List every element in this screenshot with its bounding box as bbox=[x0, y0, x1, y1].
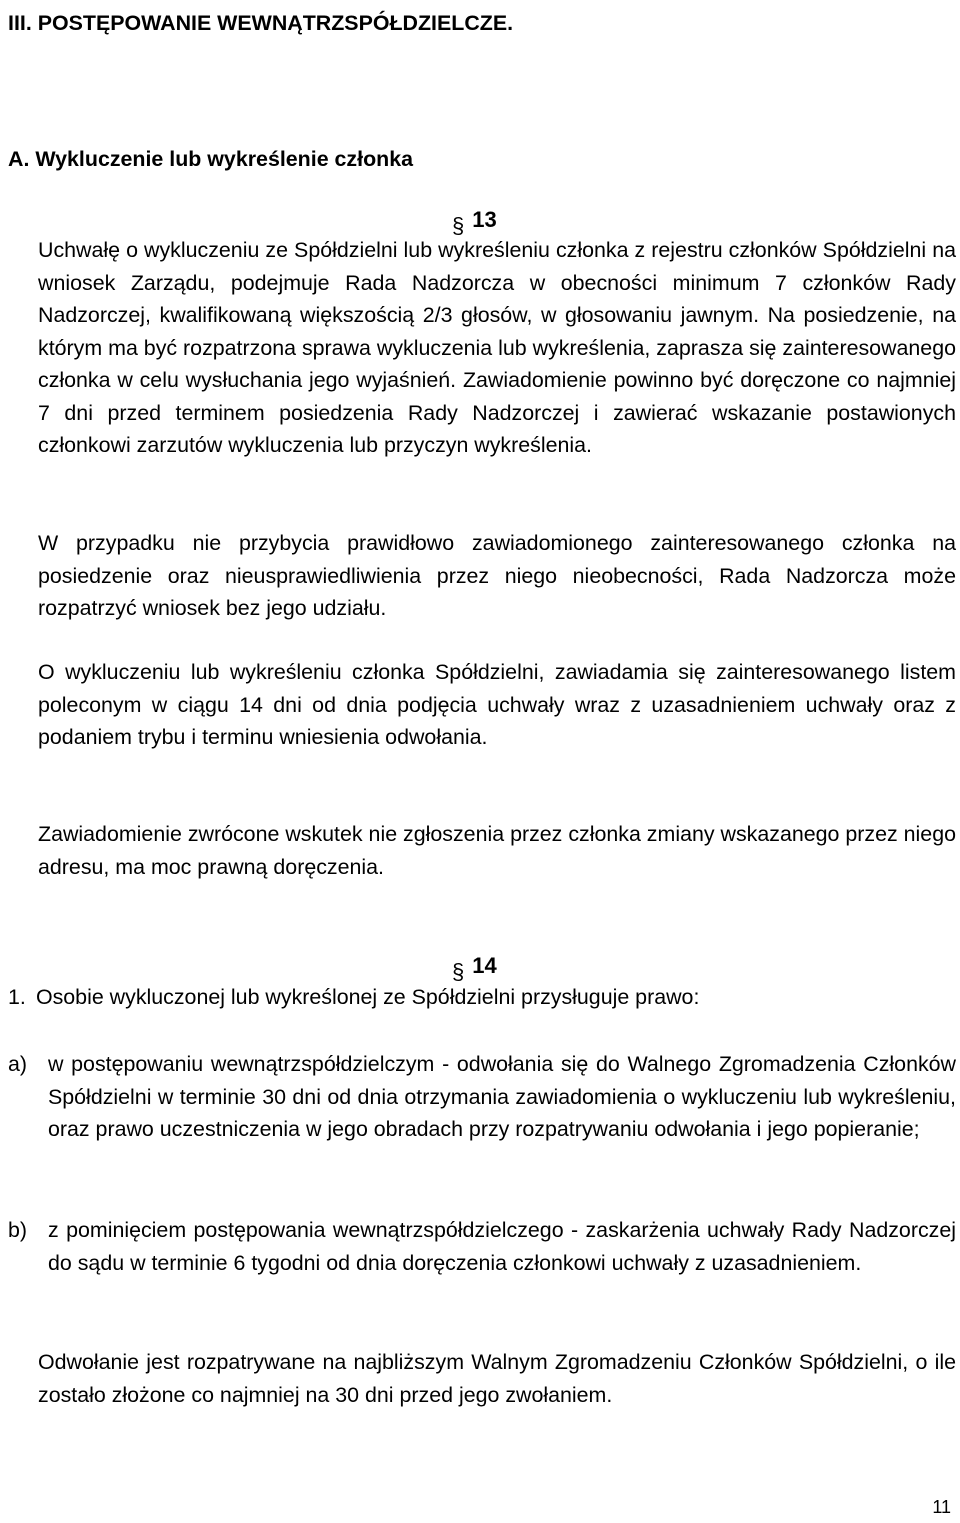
section-heading-14 bbox=[452, 952, 497, 984]
paragraph-number: 1. bbox=[8, 985, 26, 1009]
paragraph-number bbox=[8, 818, 38, 851]
paragraph-14-2 bbox=[8, 1346, 956, 1411]
section-sign-icon: § bbox=[452, 213, 465, 238]
list-item-text: z pominięciem postępowania wewnątrzspółdzielczego - zaskarżenia uchwały Rady Nadzorczej do sądu w terminie 6 tygodni od dnia doręczenia członkowi uchwały z uzasadnieniem. bbox=[48, 1218, 956, 1275]
page-number: 11 bbox=[932, 1497, 951, 1517]
section-number: 14 bbox=[472, 953, 497, 978]
list-item-b bbox=[8, 1214, 956, 1279]
section-sign-icon: § bbox=[452, 959, 465, 984]
paragraph-text: Uchwałę o wykluczeniu ze Spółdzielni lub wykreśleniu członka z rejestru członków Spółdzielni na wniosek Zarządu, podejmuje Rada Nadzorcza w obecności minimum 7 członków Rady Nadzorczej, kwalifikowaną większością 2/3 głosów, w głosowaniu jawnym. Na posiedzenie, na którym ma być rozpatrzona sprawa wykluczenia lub wykreślenia, zaprasza się zainteresowanego członka w celu wysłuchania jego wyjaśnień. Zawiadomienie powinno być doręczone co najmniej 7 dni przed terminem posiedzenia Rady Nadzorczej i zawierać wskazanie postawionych członkowi zarzutów wykluczenia lub przyczyn wykreślenia. bbox=[38, 238, 956, 457]
paragraph-number bbox=[8, 656, 38, 689]
paragraph-13-4 bbox=[8, 818, 956, 883]
paragraph-text: Odwołanie jest rozpatrywane na najbliższym Walnym Zgromadzeniu Członków Spółdzielni, o ile zostało złożone co najmniej na 30 dni przed jego zwołaniem. bbox=[38, 1350, 956, 1407]
paragraph-number bbox=[8, 1346, 38, 1379]
chapter-title: III. POSTĘPOWANIE WEWNĄTRZSPÓŁDZIELCZE. bbox=[8, 11, 514, 35]
section-heading-13 bbox=[452, 206, 497, 238]
paragraph-13-2 bbox=[8, 527, 956, 625]
paragraph-number bbox=[8, 527, 38, 560]
paragraph-text: Zawiadomienie zwrócone wskutek nie zgłoszenia przez członka zmiany wskazanego przez niego adresu, ma moc prawną doręczenia. bbox=[38, 822, 956, 879]
paragraph-number bbox=[8, 234, 38, 267]
list-item-text: w postępowaniu wewnątrzspółdzielczym - odwołania się do Walnego Zgromadzenia Członków Spółdzielni w terminie 30 dni od dnia otrzymania zawiadomienia o wykluczeniu lub wykreśleniu, oraz prawo uczestniczenia w jego obradach przy rozpatrywaniu odwołania i jego popieranie; bbox=[48, 1052, 956, 1141]
section-title: A. Wykluczenie lub wykreślenie członka bbox=[8, 147, 413, 171]
paragraph-13-1 bbox=[8, 234, 956, 462]
paragraph-text: W przypadku nie przybycia prawidłowo zawiadomionego zainteresowanego członka na posiedzenie oraz nieusprawiedliwienia przez niego nieobecności, Rada Nadzorcza może rozpatrzyć wniosek bez jego udziału. bbox=[38, 531, 956, 620]
list-item-a bbox=[8, 1048, 956, 1146]
paragraph-text: O wykluczeniu lub wykreśleniu członka Spółdzielni, zawiadamia się zainteresowanego listem poleconym w ciągu 14 dni od dnia podjęcia uchwały wraz z uzasadnieniem uchwały oraz z podaniem trybu i terminu wniesienia odwołania. bbox=[38, 660, 956, 749]
paragraph-14-1 bbox=[8, 981, 956, 1014]
list-item-letter: b) bbox=[8, 1218, 28, 1242]
list-item-letter: a) bbox=[8, 1052, 28, 1076]
paragraph-13-3 bbox=[8, 656, 956, 754]
paragraph-text: Osobie wykluczonej lub wykreślonej ze Spółdzielni przysługuje prawo: bbox=[35, 985, 700, 1009]
section-number: 13 bbox=[472, 207, 497, 232]
